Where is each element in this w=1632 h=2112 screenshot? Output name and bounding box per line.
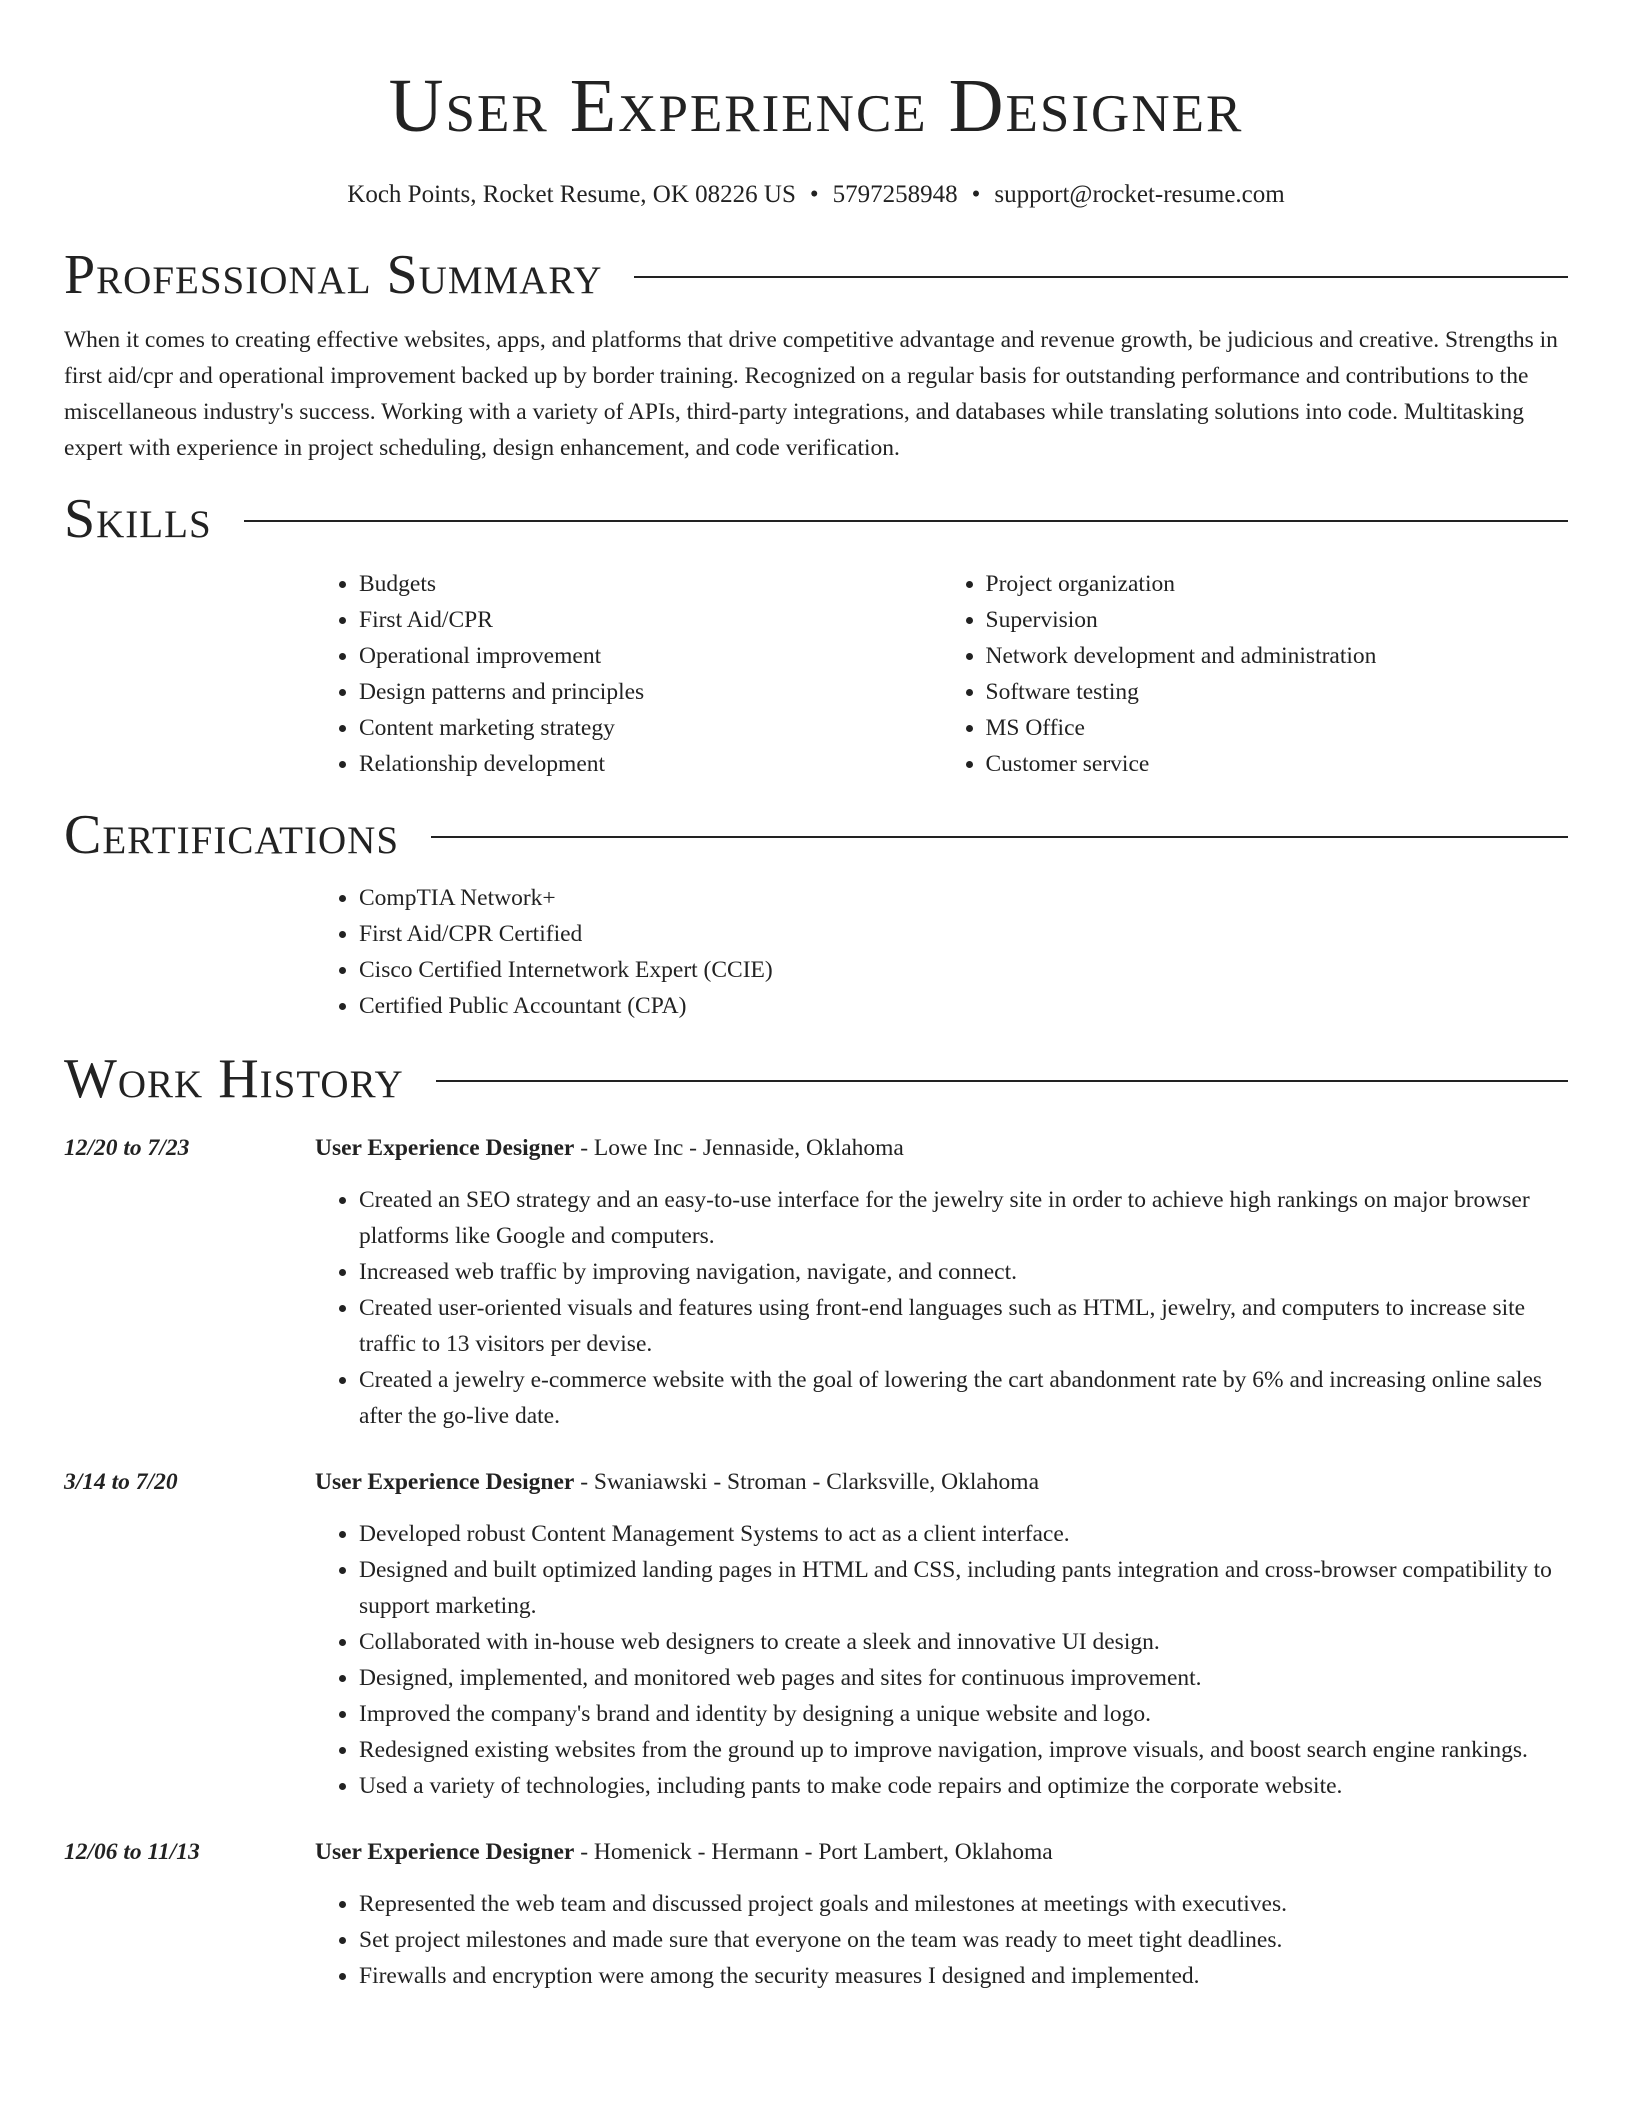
contact-separator: •	[809, 181, 819, 208]
summary-text: When it comes to creating effective websites, apps, and platforms that drive competitive advantage and revenue growth, be judicious and creative. Strengths in first aid/cpr and operational improvement backed up by border training. Recognized on a regular basis for outstanding performance and contributions to the miscellaneous industry's success. Working with a variety of APIs, third-party integrations, and databases while translating solutions into code. Multitasking expert with experience in project scheduling, design enhancement, and code verification.	[64, 327, 1558, 461]
job-bullet: • Designed and built optimized landing pages in HTML and CSS, including pants integration and cross-browser compatibility to support marketing.	[359, 1552, 1568, 1624]
job-bullet: • Represented the web team and discussed project goals and milestones at meetings with executives.	[359, 1886, 1568, 1922]
certification-item: • Certified Public Accountant (CPA)	[359, 988, 1568, 1024]
skill-item: • Customer service	[986, 746, 1569, 782]
skill-item: • Project organization	[986, 566, 1569, 602]
skill-item: • Software testing	[986, 674, 1569, 710]
certifications-list	[315, 880, 1568, 1024]
job-bullet: • Set project milestones and made sure that everyone on the team was ready to meet tight deadlines.	[359, 1922, 1568, 1958]
skill-item: • Network development and administration	[986, 638, 1569, 674]
job-title: User Experience Designer	[315, 1839, 575, 1865]
work-section-header	[64, 1046, 1568, 1112]
job-bullet: • Created an SEO strategy and an easy-to-use interface for the jewelry site in order to achieve high rankings on major browser platforms like Google and computers.	[359, 1182, 1568, 1254]
job-bullet: • Increased web traffic by improving navigation, navigate, and connect.	[359, 1254, 1568, 1290]
contact-address: Koch Points, Rocket Resume, OK 08226 US	[347, 181, 796, 208]
job-details	[315, 1464, 1568, 1804]
contact-separator: •	[971, 181, 981, 208]
contact-email: support@rocket-resume.com	[994, 181, 1285, 208]
certifications-section-header	[64, 802, 1568, 868]
job-bullet: • Created user-oriented visuals and features using front-end languages such as HTML, jewelry, and computers to increase site traffic to 13 visitors per devise.	[359, 1290, 1568, 1362]
job-heading	[315, 1464, 1568, 1500]
job-dates: 12/06 to 11/13	[64, 1839, 200, 1865]
certification-item: • Cisco Certified Internetwork Expert (CCIE)	[359, 952, 1568, 988]
job-heading	[315, 1130, 1568, 1166]
job-dates: 12/20 to 7/23	[64, 1135, 190, 1161]
skills-column-left	[315, 566, 942, 782]
summary-heading: Professional Summary	[64, 244, 603, 306]
job-company: - Homenick - Hermann - Port Lambert, Oklahoma	[574, 1839, 1053, 1865]
job-bullets	[315, 1182, 1568, 1434]
job-company: - Swaniawski - Stroman - Clarksville, Oklahoma	[574, 1469, 1040, 1495]
job-bullet: • Used a variety of technologies, including pants to make code repairs and optimize the corporate website.	[359, 1768, 1568, 1804]
skill-item: • Operational improvement	[359, 638, 942, 674]
skills-column-right	[942, 566, 1569, 782]
section-divider	[431, 836, 1568, 838]
job-bullet: • Firewalls and encryption were among the security measures I designed and implemented.	[359, 1958, 1568, 1994]
job-title: User Experience Designer	[315, 1469, 575, 1495]
job-bullet: • Redesigned existing websites from the ground up to improve navigation, improve visuals, and boost search engine rankings.	[359, 1732, 1568, 1768]
certification-item: • CompTIA Network+	[359, 880, 1568, 916]
job-company: - Lowe Inc - Jennaside, Oklahoma	[574, 1135, 904, 1161]
skills-list	[315, 566, 1568, 782]
job-bullet: • Collaborated with in-house web designers to create a sleek and innovative UI design.	[359, 1624, 1568, 1660]
section-divider	[436, 1080, 1568, 1082]
job-bullets	[315, 1516, 1568, 1804]
skill-item: • Budgets	[359, 566, 942, 602]
work-heading: Work History	[64, 1048, 404, 1110]
job-bullet: • Created a jewelry e-commerce website with the goal of lowering the cart abandonment rate by 6% and increasing online sales after the go-live date.	[359, 1362, 1568, 1434]
skill-item: • Supervision	[986, 602, 1569, 638]
skill-item: • First Aid/CPR	[359, 602, 942, 638]
job-dates: 3/14 to 7/20	[64, 1469, 178, 1495]
job-bullet: • Developed robust Content Management Systems to act as a client interface.	[359, 1516, 1568, 1552]
certifications-heading: Certifications	[64, 804, 400, 866]
job-entry	[64, 1130, 1568, 1434]
certification-item: • First Aid/CPR Certified	[359, 916, 1568, 952]
section-divider	[634, 276, 1568, 278]
job-bullet: • Improved the company's brand and identity by designing a unique website and logo.	[359, 1696, 1568, 1732]
section-divider	[244, 520, 1568, 522]
skills-section-header	[64, 486, 1568, 552]
contact-line	[64, 178, 1568, 212]
job-entry	[64, 1464, 1568, 1804]
skill-item: • MS Office	[986, 710, 1569, 746]
job-details	[315, 1130, 1568, 1434]
skills-heading: Skills	[64, 488, 212, 550]
job-title: User Experience Designer	[315, 1135, 575, 1161]
job-details	[315, 1834, 1568, 1994]
skill-item: • Design patterns and principles	[359, 674, 942, 710]
resume-name: User Experience Designer	[388, 64, 1244, 148]
skill-item: • Relationship development	[359, 746, 942, 782]
contact-phone: 5797258948	[832, 181, 958, 208]
job-bullets	[315, 1886, 1568, 1994]
skill-item: • Content marketing strategy	[359, 710, 942, 746]
job-bullet: • Designed, implemented, and monitored web pages and sites for continuous improvement.	[359, 1660, 1568, 1696]
summary-section-header	[64, 242, 1568, 308]
job-heading	[315, 1834, 1568, 1870]
job-entry	[64, 1834, 1568, 1994]
